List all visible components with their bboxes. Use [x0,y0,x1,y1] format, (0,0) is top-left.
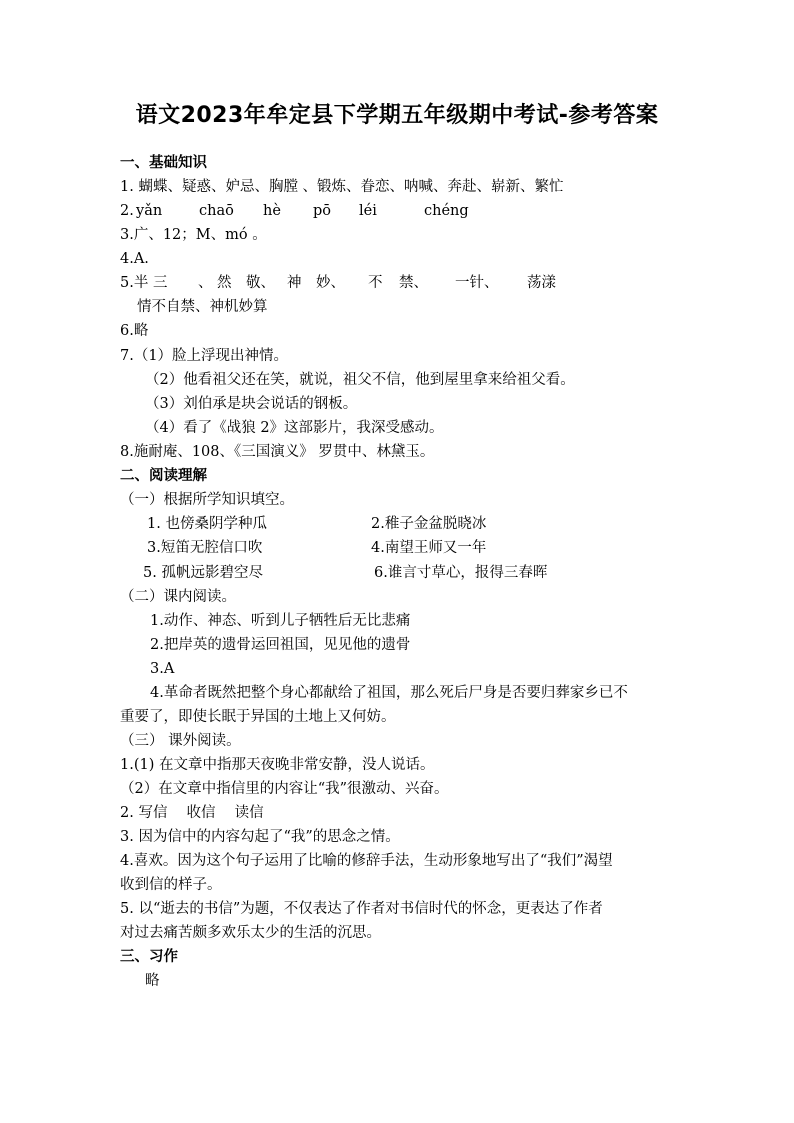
part1-item-2: 2.稚子金盆脱晓冰 [371,516,487,532]
answer-q7-1: 7.（1）脸上浮现出神情。 [120,348,289,364]
section1-heading: 一、基础知识 [120,155,207,171]
part2-item-1: 1.动作、神态、听到儿子牺牲后无比悲痛 [150,613,411,629]
part3-q5-line2: 对过去痛苦颇多欢乐太少的生活的沉思。 [120,925,381,941]
q2-pinyin-6: chéng [424,203,469,219]
q5-part-4: 敬、 [246,275,275,291]
part2-item-3: 3.A [150,661,175,677]
part1-item-1: 1. 也傍桑阴学种瓜 [147,516,267,532]
part3-q2: 2. 写信 收信 读信 [120,805,264,821]
answer-q2-number: 2. [120,203,134,219]
q5-part-2: 、 [198,275,213,291]
part3-q4-line1: 4.喜欢。因为这个句子运用了比喻的修辞手法，生动形象地写出了“我们”渴望 [120,853,613,869]
part3-heading: （三） 课外阅读。 [120,733,241,749]
section2-heading: 二、阅读理解 [120,468,207,484]
answer-q7-2: （2）他看祖父还在笑，就说，祖父不信，他到屋里拿来给祖父看。 [145,372,575,388]
q5-part-6: 妙、 [316,275,345,291]
part3-q5-line1: 5. 以“逝去的书信”为题，不仅表达了作者对书信时代的怀念，更表达了作者 [120,901,603,917]
q2-pinyin-5: léi [359,203,377,219]
part2-item-4-line1: 4.革命者既然把整个身心都献给了祖国，那么死后尸身是否要归葬家乡已不 [150,685,628,701]
page-title: 语文2023年牟定县下学期五年级期中考试-参考答案 [135,103,659,128]
answer-q7-4: （4）看了《战狼 2》这部影片，我深受感动。 [145,420,444,436]
section3-heading: 三、习作 [120,949,178,965]
q5-part-1: 5.半 三 [120,275,168,291]
q5-part-10: 荡漾 [527,275,556,291]
q5-part-5: 神 [287,275,302,291]
part3-q1-1: 1.(1) 在文章中指那天夜晚非常安静，没人说话。 [120,757,435,773]
q2-pinyin-3: hè [263,203,281,219]
answer-q2 [120,201,134,221]
part1-item-6: 6.谁言寸草心，报得三春晖 [374,565,548,581]
q2-pinyin-4: pō [313,203,332,219]
part3-q3: 3. 因为信中的内容勾起了“我”的思念之情。 [120,829,400,845]
part1-item-4: 4.南望王师又一年 [371,540,487,556]
answer-q4: 4.A. [120,251,149,267]
q5-part-8: 禁、 [399,275,428,291]
part2-item-2: 2.把岸英的遗骨运回祖国，见见他的遗骨 [150,637,411,653]
answer-q1: 1. 蝴蝶、疑惑、妒忌、胸膛 、锻炼、眷恋、呐喊、奔赴、崭新、繁忙 [120,179,564,195]
answer-q8: 8.施耐庵、108、《三国演义》 罗贯中、林黛玉。 [120,444,435,460]
part2-item-4-line2: 重要了，即使长眠于异国的土地上又何妨。 [120,709,396,725]
q5-part-7: 不 [368,275,383,291]
answer-q6: 6.略 [120,323,149,339]
q2-pinyin-2: chaō [199,203,234,219]
part3-q1-2: （2）在文章中指信里的内容让“我”很激动、兴奋。 [120,781,449,797]
part3-q4-line2: 收到信的样子。 [120,877,222,893]
part2-heading: （二）课内阅读。 [120,589,236,605]
part1-heading: （一）根据所学知识填空。 [120,492,294,508]
answer-q7-3: （3）刘伯承是块会说话的钢板。 [145,396,358,412]
part1-item-3: 3.短笛无腔信口吹 [147,540,263,556]
answer-q3: 3.广、12；M、mó 。 [120,227,267,243]
part1-item-5: 5. 孤帆远影碧空尽 [143,565,263,581]
answer-q5-line2: 情不自禁、神机妙算 [137,299,268,315]
q5-part-9: 一针、 [455,275,499,291]
q2-pinyin-1: yǎn [136,203,163,219]
q5-part-3: 然 [217,275,232,291]
section3-answer: 略 [145,973,160,989]
